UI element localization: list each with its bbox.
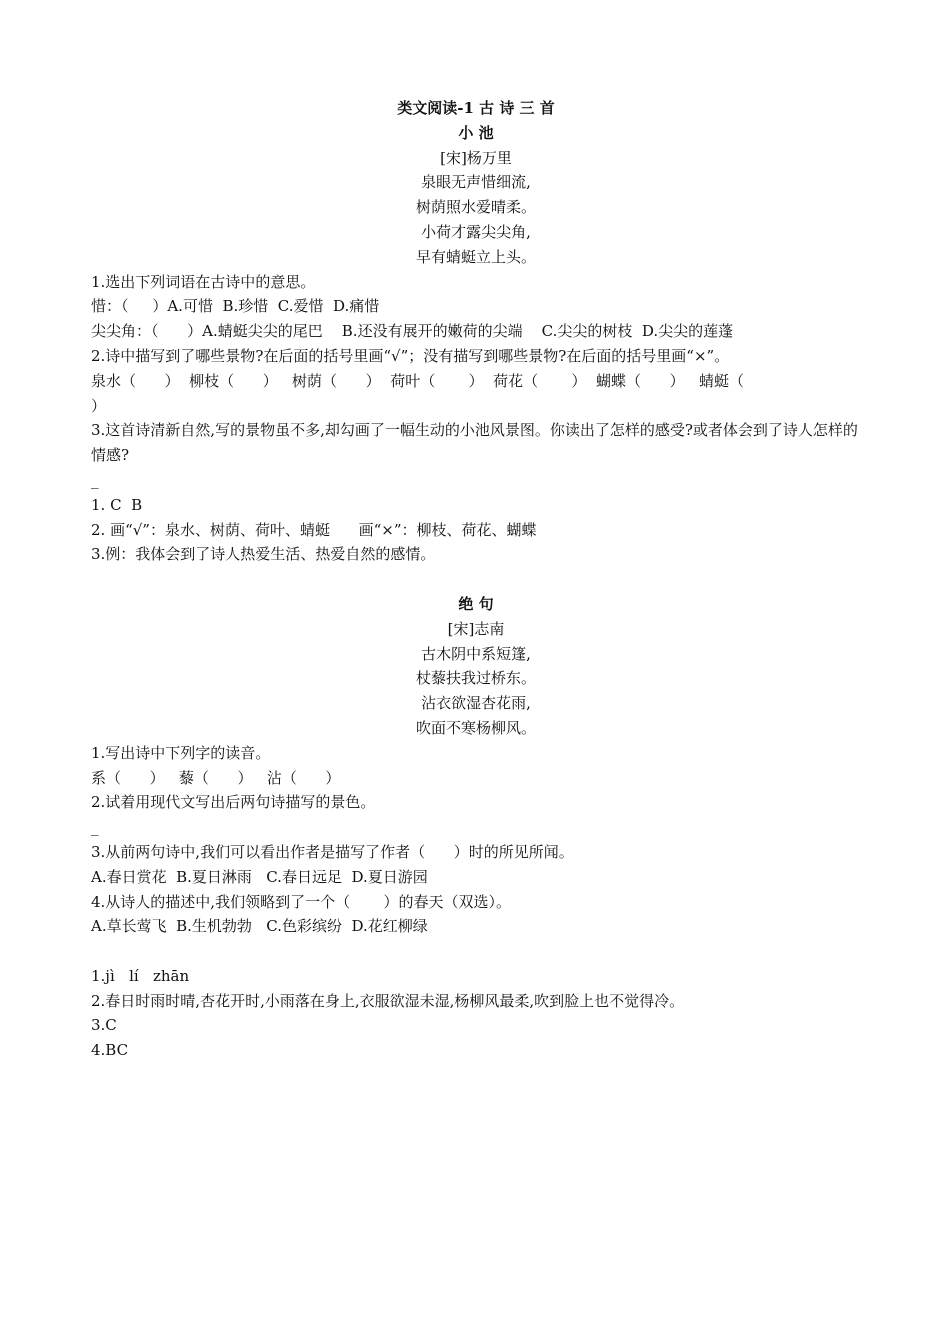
- answer: 1. C B: [91, 495, 143, 514]
- document-title: 类文阅读-1 古 诗 三 首: [397, 99, 555, 117]
- answer-blank: _: [91, 818, 99, 837]
- poem-line: 沾衣欲湿杏花雨,: [421, 694, 531, 713]
- answer: 2. 画“√”：泉水、树荫、荷叶、蜻蜓 画“×”：柳枝、荷花、蝴蝶: [91, 520, 537, 539]
- poem-jueju: [91, 592, 861, 741]
- poem-line: 小荷才露尖尖角,: [421, 222, 531, 241]
- question-option: 系（ ） 藜（ ） 沾（ ）: [91, 768, 341, 787]
- question: 2.试着用现代文写出后两句诗描写的景色。: [91, 793, 376, 812]
- poem-line: 吹面不寒杨柳风。: [415, 718, 536, 737]
- question-option: 泉水（ ） 柳枝（ ） 树荫（ ） 荷叶（ ） 荷花（ ） 蝴蝶（ ） 蜻蜓（: [91, 371, 744, 390]
- question-option: A.草长莺飞 B.生机勃勃 C.色彩缤纷 D.花红柳绿: [91, 917, 428, 936]
- spacer: [91, 567, 861, 592]
- poem-line: 树荫照水爱晴柔。: [415, 198, 536, 217]
- spacer: [91, 939, 861, 964]
- question: 1.写出诗中下列字的读音。: [91, 743, 271, 762]
- question: 1.选出下列词语在古诗中的意思。: [91, 272, 316, 291]
- answers-xiaochi: [91, 493, 861, 567]
- poem-author: [宋]杨万里: [440, 148, 512, 167]
- answers-jueju: [91, 964, 861, 1063]
- poem-line: 早有蜻蜓立上头。: [415, 247, 536, 266]
- question-option: 惜：（ ）A.可惜 B.珍惜 C.爱惜 D.痛惜: [91, 297, 380, 316]
- poem-line: 古木阴中系短篷,: [421, 644, 531, 663]
- poem-author: [宋]志南: [447, 619, 505, 638]
- poem-xiaochi: [91, 121, 861, 270]
- poem-line: 杖藜扶我过桥东。: [415, 669, 536, 688]
- question-option: A.春日赏花 B.夏日淋雨 C.春日远足 D.夏日游园: [91, 867, 428, 886]
- question: 2.诗中描写到了哪些景物?在后面的括号里画“√”；没有描写到哪些景物?在后面的括号里画“×”。: [91, 346, 730, 365]
- answer: 2.春日时雨时晴,杏花开时,小雨落在身上,衣服欲湿未湿,杨柳风最柔,吹到脸上也不觉得冷。: [91, 991, 685, 1010]
- question: 4.从诗人的描述中,我们领略到了一个（ ）的春天（双选）。: [91, 892, 511, 911]
- poem-title: 小 池: [458, 123, 494, 142]
- poem-line: 泉眼无声惜细流,: [421, 173, 531, 192]
- question-option: ）: [91, 396, 107, 415]
- answer-blank: _: [91, 470, 99, 489]
- question-option: 尖尖角：（ ）A.蜻蜓尖尖的尾巴 B.还没有展开的嫩荷的尖端 C.尖尖的树枝 D.尖尖的莲蓬: [91, 322, 734, 341]
- answer: 4.BC: [91, 1041, 129, 1060]
- document-page: [91, 96, 861, 1063]
- answer: 1.jì lí zhān: [91, 966, 190, 985]
- questions-jueju: [91, 741, 861, 939]
- answer: 3.C: [91, 1016, 117, 1035]
- answer: 3.例：我体会到了诗人热爱生活、热爱自然的感情。: [91, 545, 436, 564]
- questions-xiaochi: [91, 270, 861, 493]
- question: 3.从前两句诗中,我们可以看出作者是描写了作者（ ）时的所见所闻。: [91, 842, 574, 861]
- question: 3.这首诗清新自然,写的景物虽不多,却勾画了一幅生动的小池风景图。你读出了怎样的感受?或者体会到了诗人怎样的情感?: [91, 421, 858, 465]
- poem-title: 绝 句: [458, 594, 494, 613]
